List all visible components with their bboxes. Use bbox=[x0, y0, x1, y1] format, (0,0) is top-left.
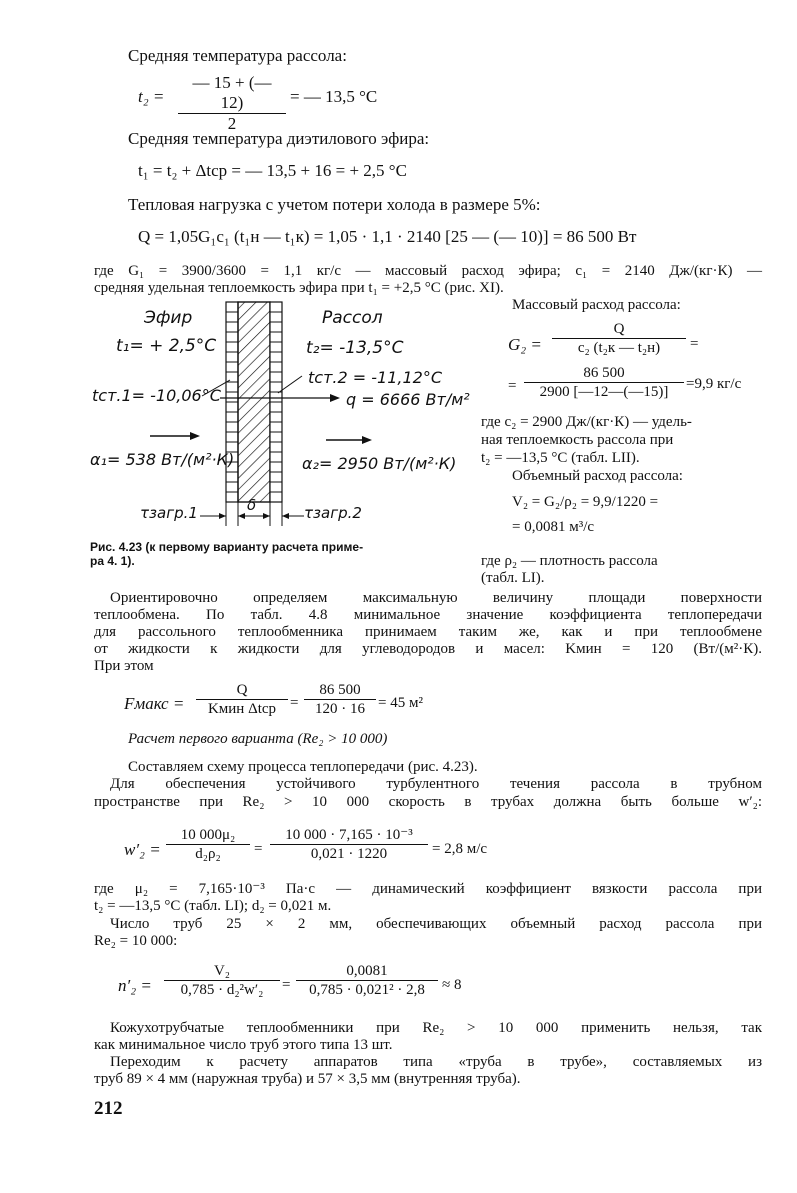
p7-line-b: труб 89 × 4 мм (наружная труба) и 57 × 3,5 мм (внутренняя труба). bbox=[94, 1071, 521, 1087]
wall-hatched bbox=[238, 302, 270, 502]
w2-lhs: w′₂ = bbox=[124, 840, 161, 859]
right-rho-desc-2: (табл. LI). bbox=[481, 570, 545, 586]
g2b-result: =9,9 кг/с bbox=[686, 376, 742, 392]
ether-flow-arrowhead bbox=[190, 432, 200, 440]
label-r-foul-1: τзагр.1 bbox=[140, 504, 198, 522]
n2-num-1: V₂ bbox=[213, 963, 231, 979]
right-rho-desc-1: где ρ₂ — плотность рассола bbox=[481, 553, 658, 569]
p4-line-b: t₂ = —13,5 °C (табл. LI); d₂ = 0,021 м. bbox=[94, 898, 332, 914]
eq1-lhs: t₂ = bbox=[138, 87, 165, 106]
fmax-lhs: Fмакс = bbox=[124, 694, 185, 713]
g2-denominator: c₂ (t₂к — t₂н) bbox=[577, 340, 661, 356]
fmax-rhs: = 45 м² bbox=[378, 695, 423, 711]
w2-fraction-1 bbox=[166, 826, 250, 863]
eq1-denominator: 2 bbox=[227, 114, 237, 133]
eq1-fraction bbox=[178, 73, 286, 134]
dim-arrow-1 bbox=[219, 513, 226, 519]
section-first-variant: Расчет первого варианта (Re₂ > 10 000) bbox=[128, 731, 388, 747]
eq1-numerator: — 15 + (— 12) bbox=[192, 73, 272, 112]
line-g1-desc: где G₁ = 3900/3600 = 1,1 кг/с — массовый расход эфира; c₁ = 2140 Дж/(кг·К) — bbox=[94, 263, 762, 279]
heat-flux-arrowhead bbox=[330, 394, 340, 402]
v2-eq-1: V₂ = G₂/ρ₂ = 9,9/1220 = bbox=[512, 494, 659, 510]
label-t2: t₂= -13,5°C bbox=[306, 338, 404, 358]
label-alpha1: α₁= 538 Вт/(м²·К) bbox=[90, 450, 235, 469]
p1-line-d: от жидкости к жидкости для углеводородов и масел: Kмин = 120 (Вт/(м²·К). bbox=[94, 641, 762, 657]
dim-arrow-2 bbox=[238, 513, 245, 519]
w2-rhs: = 2,8 м/с bbox=[432, 841, 488, 857]
label-tst2: tст.2 = -11,12°C bbox=[308, 368, 442, 387]
n2-equals: = bbox=[282, 977, 291, 993]
fouling-layer-1 bbox=[226, 302, 238, 502]
right-vol-flow-title: Объемный расход рассола: bbox=[512, 468, 683, 484]
label-heat-flux: q = 6666 Вт/м² bbox=[346, 390, 470, 409]
v2-eq-2: = 0,0081 м³/с bbox=[512, 519, 595, 535]
line-c1-desc: средняя удельная теплоемкость эфира при t₁ = +2,5 °C (рис. XI). bbox=[94, 280, 504, 296]
p1-line-e: При этом bbox=[94, 658, 154, 674]
p4-line-a: где μ₂ = 7,165·10⁻³ Па·с — динамический коэффициент вязкости рассола при bbox=[94, 881, 762, 897]
label-brine: Рассол bbox=[322, 308, 383, 328]
n2-fraction-2 bbox=[296, 962, 438, 999]
n2-num-2: 0,0081 bbox=[346, 963, 388, 979]
brine-flow-arrowhead bbox=[362, 436, 372, 444]
n2-den-1: 0,785 · d₂²w′₂ bbox=[180, 982, 264, 998]
line-brine-mean-temp: Средняя температура рассола: bbox=[128, 46, 347, 65]
g2-equals: = bbox=[690, 336, 699, 352]
fmax-den-1: Kмин Δtср bbox=[207, 701, 277, 717]
g2b-fraction bbox=[524, 364, 684, 401]
fmax-equals: = bbox=[290, 695, 299, 711]
n2-fraction-1 bbox=[164, 962, 280, 999]
heat-transfer-diagram bbox=[90, 298, 476, 530]
label-r-foul-2: τзагр.2 bbox=[304, 504, 362, 522]
fmax-fraction-2 bbox=[304, 681, 376, 718]
p3-line-b: пространстве при Re₂ > 10 000 скорость в трубах должна быть больше w′₂: bbox=[94, 794, 762, 810]
right-c2-desc-3: t₂ = —13,5 °C (табл. LII). bbox=[481, 450, 640, 466]
p3-line-a: Для обеспечения устойчивого турбулентного течения рассола в трубном bbox=[110, 776, 762, 792]
p1-line-a: Ориентировочно определяем максимальную величину площади поверхности bbox=[110, 590, 762, 606]
w2-num-1: 10 000μ₂ bbox=[180, 827, 236, 843]
page-number: 212 bbox=[94, 1098, 123, 1119]
fouling-layer-2 bbox=[270, 302, 282, 502]
g2b-denominator: 2900 [—12—(—15)] bbox=[539, 384, 669, 400]
w2-den-2: 0,021 · 1220 bbox=[310, 846, 388, 862]
dim-arrow-4 bbox=[282, 513, 289, 519]
g2-numerator: Q bbox=[613, 321, 625, 337]
p7-line-a: Переходим к расчету аппаратов типа «труба в трубе», составляемых из bbox=[110, 1054, 762, 1070]
dim-arrow-3 bbox=[263, 513, 270, 519]
label-ether: Эфир bbox=[144, 308, 193, 328]
label-delta: δ bbox=[247, 496, 257, 514]
p5-line-a: Число труб 25 × 2 мм, обеспечивающих объемный расход рассола при bbox=[110, 916, 762, 932]
fmax-num-1: Q bbox=[236, 682, 248, 698]
eq1-rhs: = — 13,5 °C bbox=[290, 87, 378, 106]
w2-num-2: 10 000 · 7,165 · 10⁻³ bbox=[285, 827, 413, 843]
fmax-fraction-1 bbox=[196, 681, 288, 718]
eq2: t₁ = t₂ + Δtср = — 13,5 + 16 = + 2,5 °C bbox=[138, 161, 407, 180]
g2-fraction bbox=[552, 320, 686, 357]
g2b-numerator: 86 500 bbox=[583, 365, 625, 381]
line-ether-mean-temp: Средняя температура диэтилового эфира: bbox=[128, 129, 430, 148]
w2-fraction-2 bbox=[270, 826, 428, 863]
p1-line-b: теплообмена. По табл. 4.8 минимальное значение коэффициента теплопередачи bbox=[94, 607, 762, 623]
w2-equals: = bbox=[254, 841, 263, 857]
label-alpha2: α₂= 2950 Вт/(м²·К) bbox=[302, 454, 457, 473]
eq3: Q = 1,05G₁c₁ (t₁н — t₁к) = 1,05 · 1,1 · 2140 [25 — (— 10)] = 86 500 Вт bbox=[138, 227, 637, 246]
p5-line-b: Re₂ = 10 000: bbox=[94, 933, 178, 949]
label-t1: t₁= + 2,5°C bbox=[116, 336, 217, 356]
p2: Составляем схему процесса теплопередачи (рис. 4.23). bbox=[128, 759, 478, 775]
n2-den-2: 0,785 · 0,021² · 2,8 bbox=[309, 982, 425, 998]
figure-caption-line2: ра 4. 1). bbox=[90, 554, 135, 568]
figure-caption-line1: Рис. 4.23 (к первому варианту расчета приме- bbox=[90, 540, 364, 554]
right-c2-desc-1: где c₂ = 2900 Дж/(кг·К) — удель- bbox=[481, 414, 692, 430]
p6-line-a: Кожухотрубчатые теплообменники при Re₂ > 10 000 применить нельзя, так bbox=[110, 1020, 762, 1036]
g2-lhs: G₂ = bbox=[508, 335, 542, 354]
n2-lhs: n′₂ = bbox=[118, 976, 152, 995]
p1-line-c: для рассольного теплообменника принимаем таким же, как и при теплообмене bbox=[94, 624, 762, 640]
right-mass-flow-title: Массовый расход рассола: bbox=[512, 297, 681, 313]
label-tst1: tст.1= -10,06°C bbox=[92, 386, 221, 405]
g2b-prefix: = bbox=[508, 378, 517, 394]
figure-4-23 bbox=[90, 298, 476, 530]
right-c2-desc-2: ная теплоемкость рассола при bbox=[481, 432, 674, 448]
fmax-den-2: 120 · 16 bbox=[315, 701, 365, 717]
line-heat-load: Тепловая нагрузка с учетом потери холода в размере 5%: bbox=[128, 195, 541, 214]
p6-line-b: как минимальное число труб этого типа 13 шт. bbox=[94, 1037, 393, 1053]
n2-rhs: ≈ 8 bbox=[442, 977, 462, 993]
w2-den-1: d₂ρ₂ bbox=[195, 846, 221, 862]
fmax-num-2: 86 500 bbox=[319, 682, 361, 698]
